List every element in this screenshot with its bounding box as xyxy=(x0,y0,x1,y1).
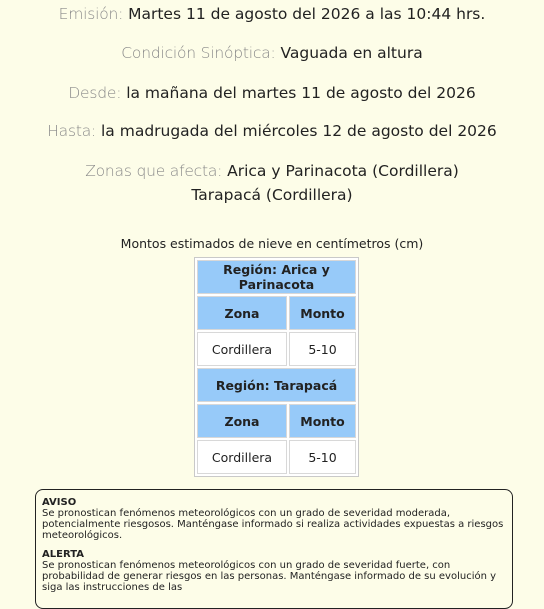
column-header-monto: Monto xyxy=(289,296,356,330)
alerta-title: ALERTA xyxy=(42,549,84,560)
zonas-label: Zonas que afecta: xyxy=(85,162,223,180)
condicion-label: Condición Sinóptica: xyxy=(121,44,276,62)
region-title-arica: Región: Arica y Parinacota xyxy=(197,260,356,294)
emision-value: Martes 11 de agosto del 2026 a las 10:44 hrs. xyxy=(128,5,486,23)
legend-box xyxy=(35,489,513,609)
region-row xyxy=(197,260,356,294)
table-header-row xyxy=(197,296,356,330)
alerta-text: Se pronostican fenómenos meteorológicos con un grado de severidad fuerte, con probabilidad de generar riesgos en las personas. Manténgase informado de su evolución y siga las instrucciones de las xyxy=(42,560,497,593)
zona-cell: Cordillera xyxy=(197,332,287,366)
desde-label: Desde: xyxy=(68,84,122,102)
column-header-zona: Zona xyxy=(197,404,287,438)
table-row xyxy=(197,332,356,366)
table-header-row xyxy=(197,404,356,438)
condicion-line xyxy=(0,43,544,63)
condicion-value: Vaguada en altura xyxy=(280,44,423,62)
hasta-label: Hasta: xyxy=(47,122,97,140)
table-row xyxy=(197,440,356,474)
monto-cell: 5-10 xyxy=(289,332,356,366)
hasta-value: la madrugada del miércoles 12 de agosto del 2026 xyxy=(100,122,497,140)
zonas-line xyxy=(0,161,544,181)
zonas-line-2 xyxy=(0,185,544,205)
region-row xyxy=(197,368,356,402)
aviso-text: Se pronostican fenómenos meteorológicos con un grado de severidad moderada, potencialmente riesgosos. Manténgase informado si realiza actividades expuestas a riesgos meteorológicos. xyxy=(42,508,504,541)
desde-value: la mañana del martes 11 de agosto del 2026 xyxy=(126,84,476,102)
column-header-zona: Zona xyxy=(197,296,287,330)
snow-table xyxy=(194,257,359,477)
aviso-title: AVISO xyxy=(42,497,77,508)
emision-label: Emisión: xyxy=(58,5,124,23)
desde-line xyxy=(0,83,544,103)
region-title-tarapaca: Región: Tarapacá xyxy=(197,368,356,402)
table-caption: Montos estimados de nieve en centímetros (cm) xyxy=(120,236,424,251)
hasta-line xyxy=(0,121,544,141)
zonas-value-2: Tarapacá (Cordillera) xyxy=(191,186,353,204)
column-header-monto: Monto xyxy=(289,404,356,438)
zonas-value-1: Arica y Parinacota (Cordillera) xyxy=(227,162,459,180)
zona-cell: Cordillera xyxy=(197,440,287,474)
monto-cell: 5-10 xyxy=(289,440,356,474)
emision-line xyxy=(0,4,544,24)
